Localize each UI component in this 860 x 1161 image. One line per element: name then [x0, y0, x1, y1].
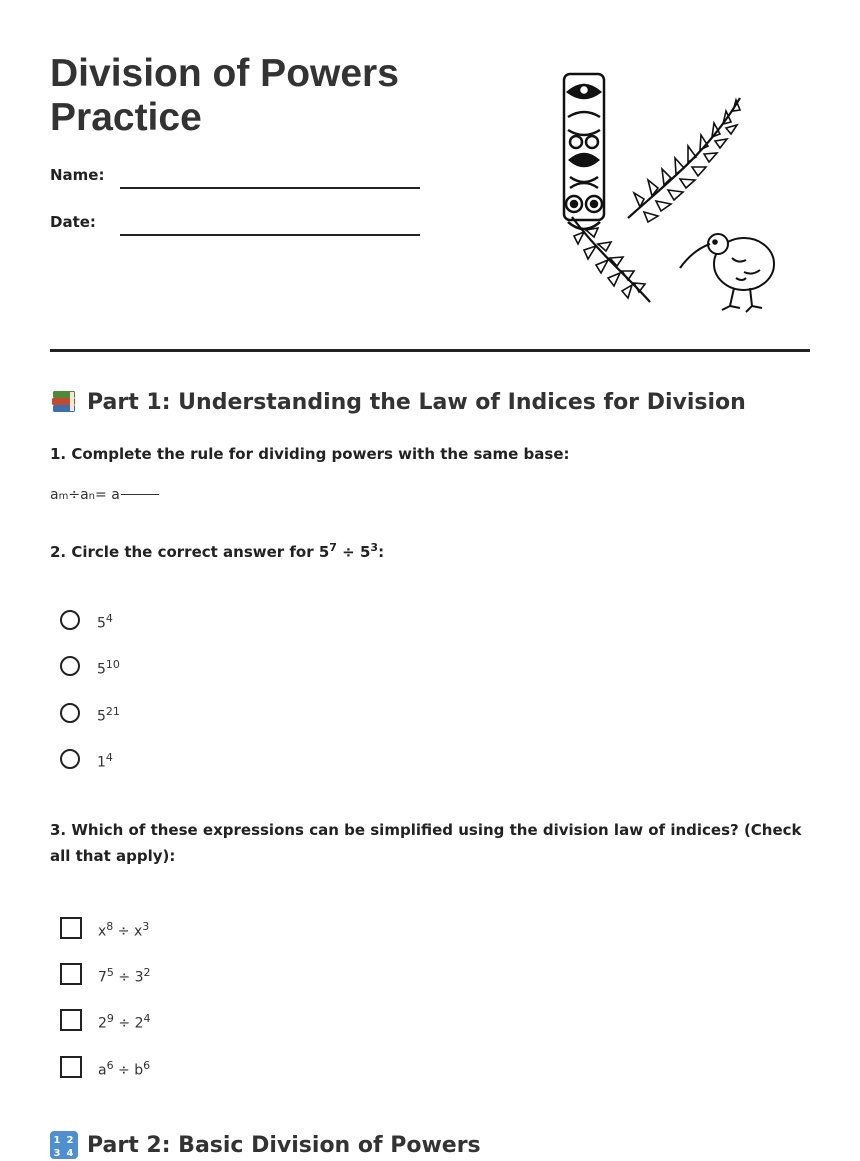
name-label: Name: [50, 166, 105, 184]
checkbox[interactable] [60, 1009, 82, 1031]
checkbox[interactable] [60, 963, 82, 985]
question-1: 1. Complete the rule for dividing powers with the same base: [50, 445, 570, 463]
expr-base-2: b [134, 1062, 144, 1079]
option-exponent: 21 [105, 705, 120, 719]
option-exponent: 4 [105, 612, 113, 626]
part1-heading [50, 388, 746, 416]
q3-option-text [98, 1012, 150, 1032]
formula-base-a: a [50, 487, 59, 503]
q3-option[interactable] [60, 1054, 150, 1080]
q3-option[interactable] [60, 961, 150, 987]
expr-base-2: 2 [134, 1015, 144, 1032]
option-exponent: 4 [105, 751, 113, 765]
expr-exp-1: 9 [106, 1012, 114, 1026]
expr-operator: ÷ [113, 1015, 135, 1032]
question-2-suffix: : [378, 543, 385, 561]
name-field[interactable] [120, 187, 420, 189]
nz-illustration [548, 62, 788, 322]
part2-heading-text: Part 2: Basic Division of Powers [87, 1132, 481, 1158]
expr-exp-1: 8 [106, 920, 114, 934]
expr-exp-2: 2 [143, 966, 151, 980]
formula-divide: ÷ [68, 487, 81, 503]
q2-option-text [97, 658, 120, 678]
exponent-blank[interactable] [121, 494, 159, 495]
expr-exp-1: 6 [106, 1059, 114, 1073]
title-line-2: Practice [50, 96, 202, 139]
part1-heading-text: Part 1: Understanding the Law of Indices for Division [87, 389, 746, 415]
q2-option-text [97, 612, 113, 632]
option-exponent: 10 [105, 658, 120, 672]
question-3: 3. Which of these expressions can be simplified using the division law of indices? (Check all that apply): [50, 821, 802, 865]
expr-exp-2: 3 [142, 920, 150, 934]
q2-option[interactable] [60, 653, 120, 679]
q2-option[interactable] [60, 746, 113, 772]
division-rule-formula [50, 487, 159, 503]
option-base: 5 [97, 615, 106, 632]
numbers-1234-icon [50, 1131, 78, 1159]
question-2 [50, 535, 810, 565]
question-2-exp1: 7 [329, 541, 337, 554]
radio-button[interactable] [60, 703, 80, 723]
q2-option-text [97, 705, 120, 725]
svg-text:1: 1 [53, 1135, 61, 1146]
expr-operator: ÷ [113, 923, 134, 940]
q3-option-text [98, 1059, 150, 1079]
question-2-mid: ÷ 5 [336, 543, 371, 561]
q3-option-text [98, 920, 149, 940]
title-line-1: Division of Powers [50, 52, 399, 95]
radio-button[interactable] [60, 610, 80, 630]
q2-option[interactable] [60, 607, 113, 633]
books-icon [50, 388, 78, 416]
carved-pou-icon [564, 74, 604, 229]
option-base: 5 [97, 661, 106, 678]
page-title [50, 52, 490, 140]
q3-option[interactable] [60, 1007, 150, 1033]
expr-exp-2: 4 [143, 1012, 151, 1026]
expr-base-2: 3 [134, 969, 144, 986]
date-field[interactable] [120, 234, 420, 236]
formula-exp-n: n [88, 491, 96, 502]
checkbox[interactable] [60, 1056, 82, 1078]
q3-option-text [98, 966, 150, 986]
q2-option[interactable] [60, 700, 120, 726]
expr-base-1: a [98, 1062, 107, 1079]
formula-equals: = a [95, 487, 120, 503]
question-2-exp2: 3 [370, 541, 379, 554]
date-label: Date: [50, 213, 96, 231]
expr-base-2: x [133, 923, 143, 940]
formula-exp-m: m [58, 491, 69, 502]
radio-button[interactable] [60, 749, 80, 769]
section-divider [50, 349, 810, 352]
q2-option-text [97, 751, 113, 771]
expr-base-1: x [98, 923, 107, 940]
svg-text:4: 4 [66, 1148, 74, 1159]
expr-base-1: 2 [98, 1015, 107, 1032]
svg-text:2: 2 [66, 1135, 74, 1146]
expr-exp-2: 6 [143, 1059, 151, 1073]
svg-text:3: 3 [53, 1148, 61, 1159]
part2-heading [50, 1131, 481, 1159]
question-2-prefix: 2. Circle the correct answer for 5 [50, 543, 330, 561]
expr-base-1: 7 [98, 969, 107, 986]
expr-operator: ÷ [113, 969, 135, 986]
checkbox[interactable] [60, 917, 82, 939]
option-base: 1 [97, 754, 106, 771]
formula-base-a2: a [80, 487, 89, 503]
expr-exp-1: 5 [106, 966, 114, 980]
kiwi-bird-icon [680, 234, 774, 312]
q3-option[interactable] [60, 915, 149, 941]
radio-button[interactable] [60, 656, 80, 676]
expr-operator: ÷ [113, 1062, 135, 1079]
option-base: 5 [97, 708, 106, 725]
